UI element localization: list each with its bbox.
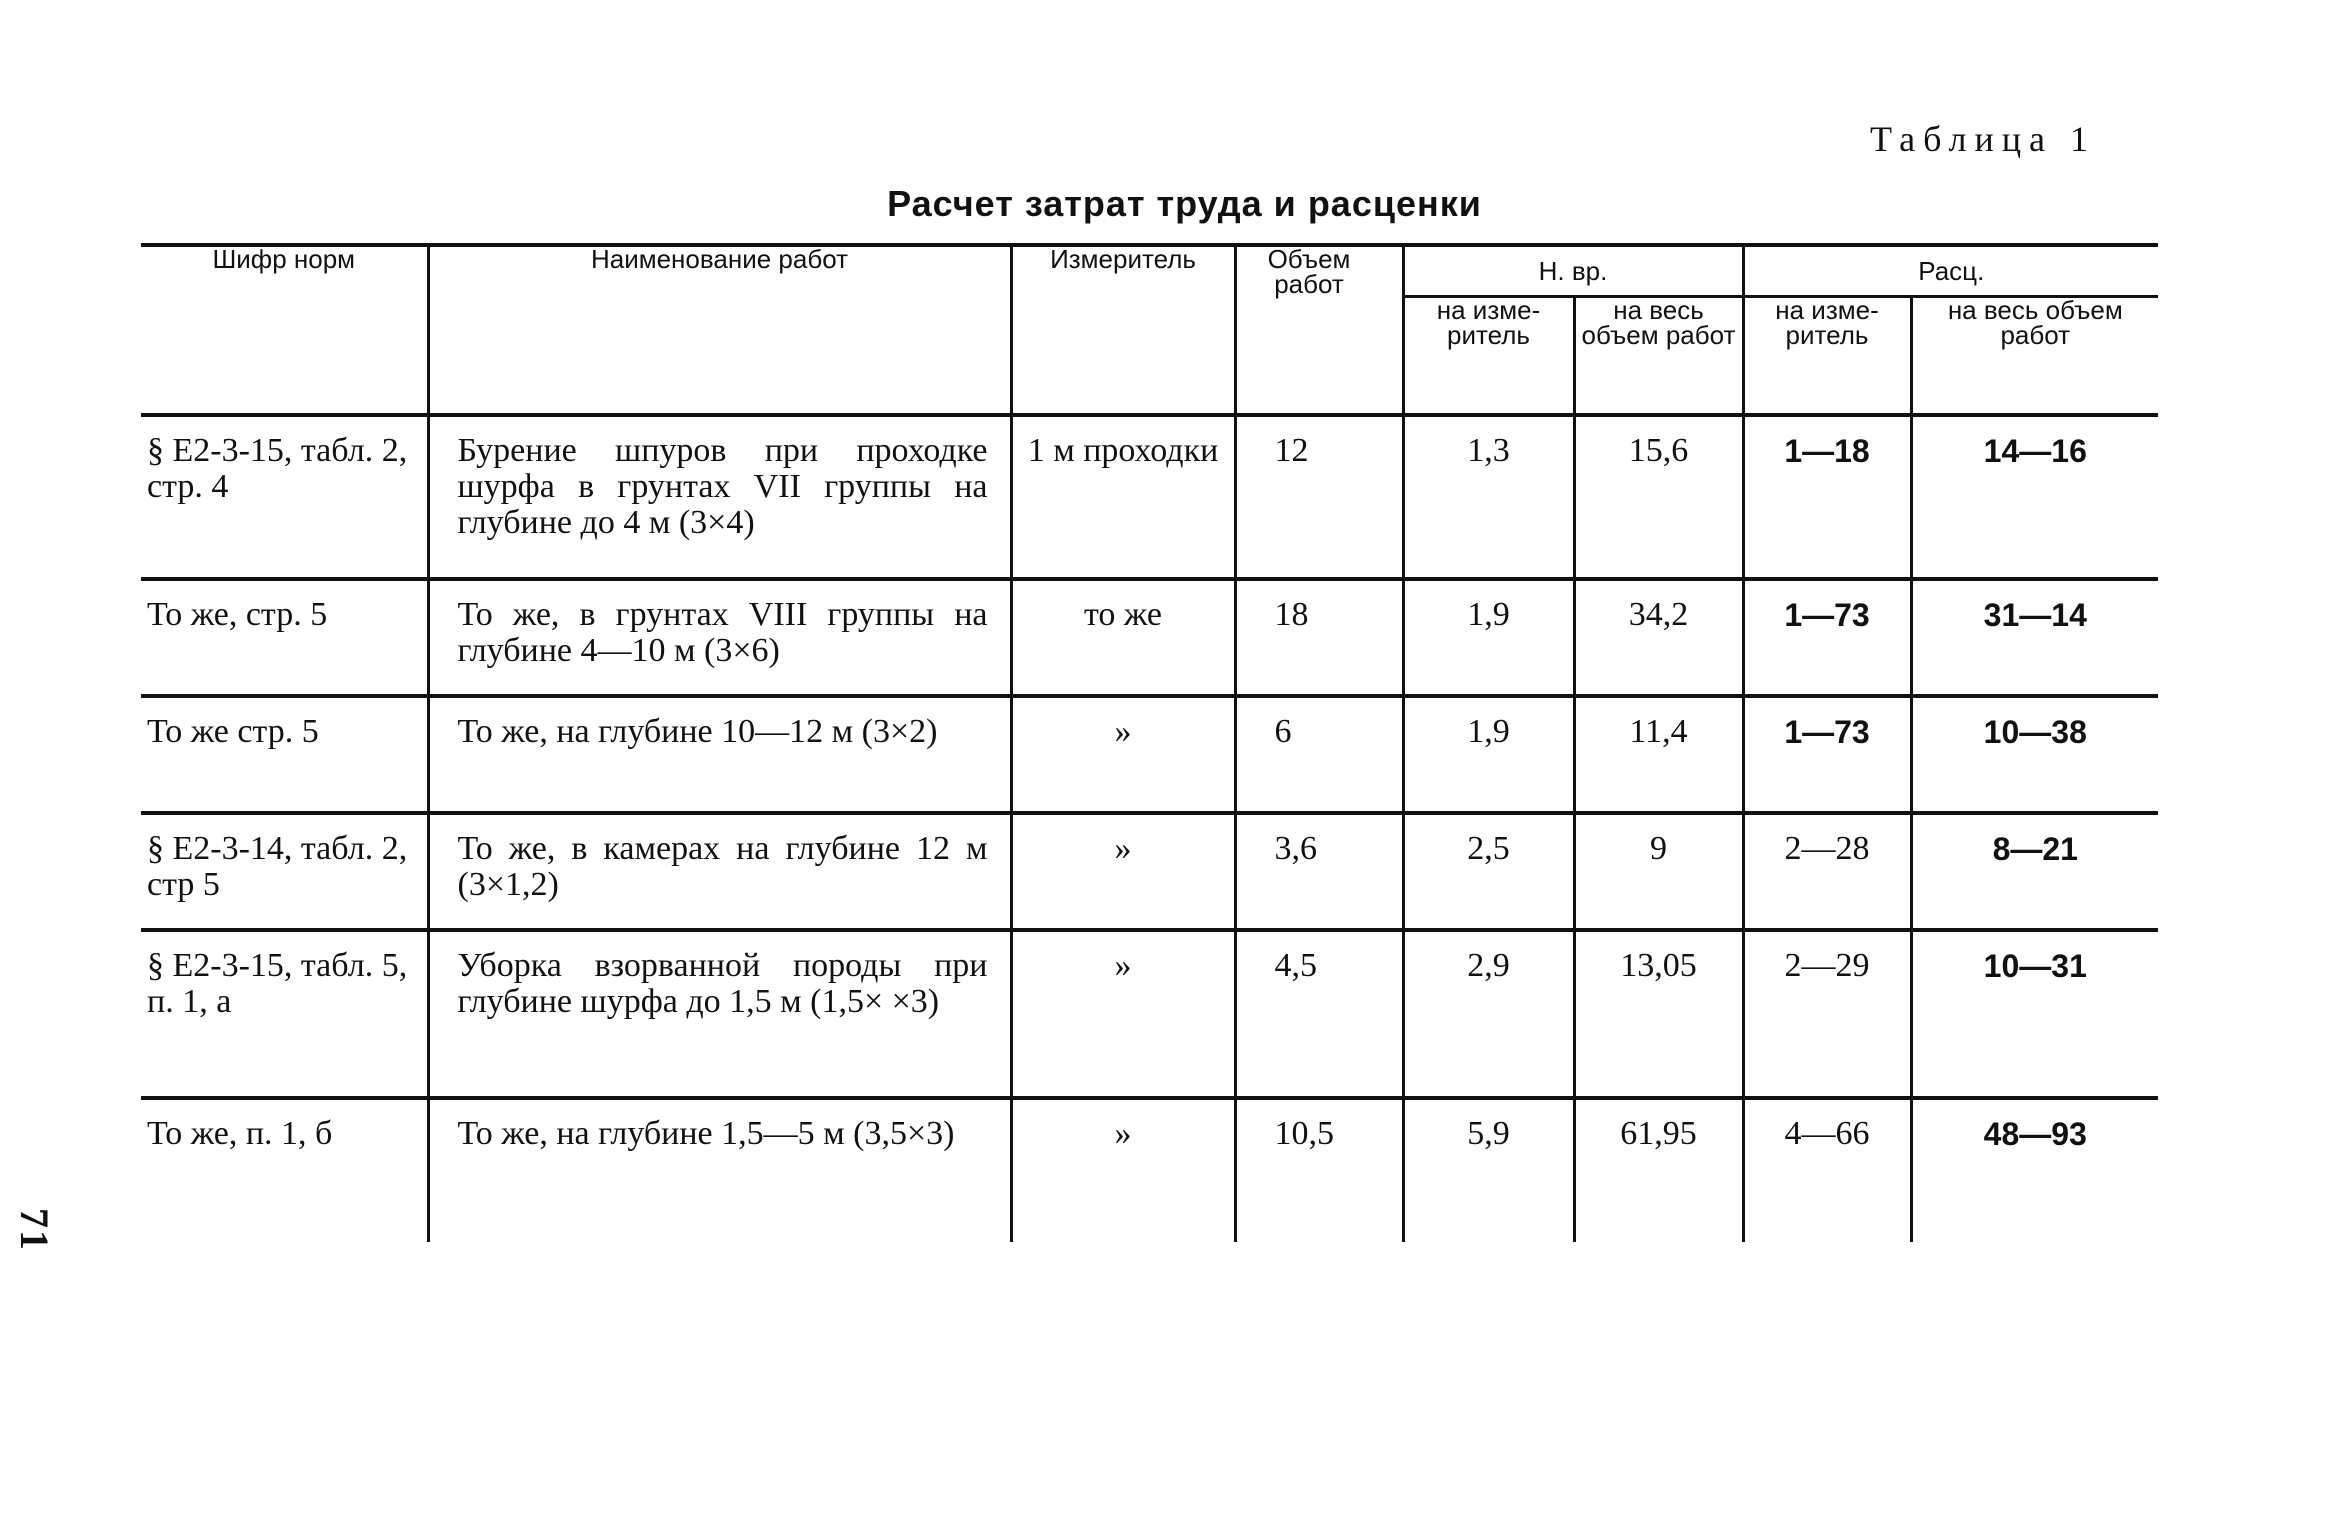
cell-volume: 18 — [1274, 596, 1309, 633]
cell-code: § Е2-3-15, табл. 2, стр. 4 — [147, 432, 408, 505]
header-volume: Объем работ — [1235, 245, 1403, 415]
cell-code: То же, стр. 5 — [147, 596, 328, 633]
header-rate-per-unit: на изме-ритель — [1743, 297, 1911, 416]
cell-norm-per-unit: 1,9 — [1467, 596, 1510, 633]
cell-volume: 4,5 — [1274, 947, 1317, 984]
cell-norm-per-unit: 1,9 — [1467, 713, 1510, 750]
cell-norm-per-volume: 13,05 — [1620, 947, 1697, 984]
cell-code: § Е2-3-14, табл. 2, стр 5 — [147, 830, 408, 903]
cell-code: То же, п. 1, б — [147, 1115, 333, 1152]
cell-norm-per-volume: 9 — [1650, 830, 1667, 867]
header-norm-time: Н. вр. — [1403, 245, 1743, 297]
cell-code: То же стр. 5 — [147, 713, 319, 750]
cell-norm-per-unit: 2,9 — [1467, 947, 1510, 984]
cell-rate-per-volume: 10—31 — [1983, 948, 2087, 984]
cell-rate-per-unit: 2—29 — [1784, 947, 1870, 984]
cell-rate-per-volume: 8—21 — [1992, 831, 2078, 867]
cell-rate-per-unit: 4—66 — [1784, 1115, 1870, 1152]
cell-unit: » — [1114, 947, 1132, 984]
header-rate-per-volume: на весь объем работ — [1911, 297, 2158, 416]
cell-rate-per-volume: 14—16 — [1983, 433, 2087, 469]
labor-cost-table — [141, 243, 2158, 1242]
table-row — [141, 813, 2158, 930]
header-norm-per-volume: на весь объем работ — [1574, 297, 1743, 416]
table-row — [141, 579, 2158, 696]
cell-name: То же, в камерах на глубине 12 м (3×1,2) — [457, 830, 988, 903]
cell-unit: то же — [1083, 596, 1163, 633]
cell-rate-per-volume: 48—93 — [1983, 1116, 2087, 1152]
cell-volume: 10,5 — [1274, 1115, 1334, 1152]
cell-norm-per-volume: 34,2 — [1628, 596, 1689, 633]
cell-name: Уборка взорванной породы при глубине шурфа до 1,5 м (1,5× ×3) — [457, 947, 988, 1020]
page-number: 71 — [12, 1208, 57, 1252]
cell-norm-per-volume: 11,4 — [1629, 713, 1688, 750]
header-name: Наименование работ — [428, 245, 1011, 415]
table-title: Расчет затрат труда и расценки — [887, 183, 1482, 224]
cell-code: § Е2-3-15, табл. 5, п. 1, а — [147, 947, 408, 1020]
table-row — [141, 696, 2158, 813]
cell-rate-per-volume: 31—14 — [1983, 597, 2087, 633]
cell-norm-per-volume: 15,6 — [1628, 432, 1689, 469]
table-row — [141, 930, 2158, 1098]
header-rate: Расц. — [1743, 245, 2158, 297]
cell-unit: » — [1114, 1115, 1132, 1152]
table-row — [141, 1098, 2158, 1242]
cell-name: То же, на глубине 10—12 м (3×2) — [457, 713, 938, 750]
cell-unit: » — [1114, 713, 1132, 750]
cell-name: Бурение шпуров при проходке шурфа в грунтах VII группы на глубине до 4 м (3×4) — [457, 432, 988, 541]
cell-rate-per-unit: 2—28 — [1784, 830, 1870, 867]
cell-norm-per-volume: 61,95 — [1620, 1115, 1697, 1152]
cell-norm-per-unit: 2,5 — [1467, 830, 1510, 867]
header-code: Шифр норм — [141, 245, 428, 415]
cell-volume: 12 — [1274, 432, 1309, 469]
header-norm-per-unit: на изме-ритель — [1403, 297, 1574, 416]
cell-rate-per-unit: 1—73 — [1784, 597, 1870, 633]
cell-name: То же, в грунтах VIII группы на глубине 4—10 м (3×6) — [457, 596, 988, 669]
cell-unit: » — [1114, 830, 1132, 867]
cell-volume: 3,6 — [1274, 830, 1317, 867]
cell-volume: 6 — [1274, 713, 1292, 750]
cell-rate-per-unit: 1—73 — [1784, 714, 1870, 750]
cell-rate-per-unit: 1—18 — [1784, 433, 1870, 469]
table-label: Таблица 1 — [1870, 119, 2096, 159]
header-unit: Измеритель — [1011, 245, 1235, 415]
table-row — [141, 415, 2158, 579]
cell-unit: 1 м проходки — [1027, 432, 1219, 469]
cell-name: То же, на глубине 1,5—5 м (3,5×3) — [457, 1115, 955, 1152]
cell-rate-per-volume: 10—38 — [1983, 714, 2087, 750]
cell-norm-per-unit: 1,3 — [1467, 432, 1510, 469]
cell-norm-per-unit: 5,9 — [1467, 1115, 1510, 1152]
